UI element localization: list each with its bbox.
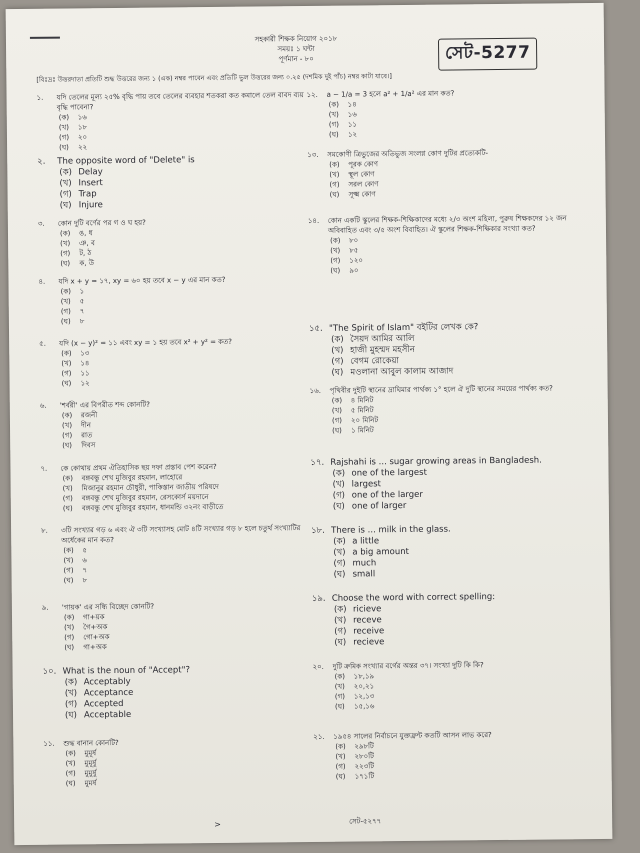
option-ga: (গ) ৭ — [63, 566, 88, 575]
option-gha: (ঘ) বঙ্গবন্ধু শেখ মুজিবুর রহমান, ধানমন্ডি ৩২নং বাড়ীতে — [62, 502, 224, 513]
option-ka: (ক) পূরক কোণ — [329, 160, 379, 169]
question-paper — [6, 3, 613, 845]
option-kha: (খ) ঞ, ব — [60, 239, 95, 248]
option-kha: (খ) Acceptance — [64, 687, 134, 699]
option-gha: (ঘ) মওলানা আবুল কালাম আজাদ — [331, 366, 454, 378]
option-ga: (গ) much — [333, 558, 377, 569]
option-kha: (খ) ৬ — [63, 556, 88, 565]
instruction-note: [বিঃদ্রঃ উত্তরদাতা প্রতিটি শুদ্ধ উত্তরের জন্য ১ (এক) নম্বর পাবেন এবং প্রতিটি ভুল উত্তরের জন্য ০.২৫ (দশমিক দুই পাঁচ) নম্বর কাটা যাবে।] — [36, 72, 392, 84]
option-ga: (গ) গো+অক — [64, 633, 110, 642]
option-kha: (খ) ৫ — [60, 297, 85, 306]
exam-header — [206, 33, 386, 65]
option-kha: (খ) largest — [332, 479, 381, 490]
question-2 — [37, 154, 313, 212]
option-kha: (খ) ২০,২১ — [334, 682, 375, 691]
option-gha: (ঘ) ১ মিনিট — [332, 426, 374, 435]
option-ga: (গ) সরল কোণ — [329, 180, 379, 189]
question-21 — [313, 729, 599, 782]
question-number: ৬. — [39, 401, 47, 410]
option-ka: (ক) ২৯৮টি — [335, 742, 374, 751]
option-gha: (ঘ) মুমর্ষ — [65, 779, 97, 788]
option-gha: (ঘ) Acceptable — [64, 709, 132, 721]
option-kha: (খ) ১৬ — [328, 110, 357, 119]
option-ga: (গ) ২০ মিনিট — [331, 416, 379, 425]
option-ka: (ক) ৫ — [63, 546, 87, 555]
option-ga: (গ) Trap — [59, 189, 97, 200]
option-ka: (ক) গা+য়ক — [63, 613, 105, 622]
option-gha: (ঘ) recieve — [334, 637, 385, 648]
option-gha: (ঘ) one of larger — [332, 500, 407, 512]
question-text: যদি (x − y)² = ১১ এবং xy = ১ হয় তবে x² + y² = কত? — [59, 337, 233, 348]
option-gha: (ঘ) ১২ — [328, 130, 358, 139]
question-10 — [43, 664, 319, 722]
question-text: কে কোথায় প্রথম ঐতিহাসিক ছয় দফা প্রস্তাব পেশ করেন? — [60, 462, 217, 473]
option-ka: (ক) ১ — [60, 287, 85, 296]
option-ga: (গ) রাত — [62, 431, 93, 440]
option-kha: (খ) হাজী মুহম্মদ মহসীন — [331, 344, 415, 356]
question-7 — [40, 461, 326, 514]
question-14 — [308, 213, 594, 276]
option-ka: (ক) a little — [333, 536, 380, 547]
pen-mark — [30, 37, 60, 39]
option-ka: (ক) ১৬ — [58, 113, 87, 122]
question-number: ৭. — [40, 464, 48, 473]
exam-time: সময়ঃ ১ ঘন্টা — [277, 44, 315, 54]
option-gha: (ঘ) ৯০ — [330, 266, 359, 275]
option-ga: (গ) বেগম রোকেয়া — [331, 356, 400, 367]
option-gha: (ঘ) ১৫,১৬ — [334, 702, 375, 711]
question-number: ৩. — [37, 219, 45, 228]
option-ga: (গ) ১১ — [61, 369, 90, 378]
exam-title: সহকারী শিক্ষক নিয়োগ ২০১৮ — [254, 34, 338, 44]
option-gha: (ঘ) ১২ — [61, 379, 90, 388]
question-19 — [312, 591, 598, 649]
question-number: ২১. — [313, 732, 325, 741]
question-17 — [310, 455, 596, 513]
option-ka: (ক) ১৮,১৯ — [334, 672, 375, 681]
option-ka: (ক) বঙ্গবন্ধু শেখ মুজিবুর রহমান, লাহোরে — [62, 473, 183, 483]
option-gha: (ঘ) দিবস — [62, 441, 96, 450]
option-kha: (খ) ১৪ — [61, 359, 90, 368]
option-kha: (খ) receve — [334, 615, 382, 626]
question-text: যদি তেলের মূল্য ২৫% বৃদ্ধি পায় তবে তেলের ব্যবহার শতকরা কত কমালে তেল বাবদ ব্যয় বৃদ্ধি পাবেনা? — [56, 91, 304, 112]
question-number: ১২. — [306, 90, 318, 100]
option-ka: (ক) ৮০ — [330, 236, 359, 245]
option-ka: (ক) ১৪ — [328, 100, 357, 109]
question-text: কোন দুটি বর্ণের পর গ ও ঘ হয়? — [57, 218, 146, 228]
option-kha: (খ) ১৮ — [58, 123, 88, 132]
footer-set-code: সেট-৫২৭৭ — [349, 817, 382, 826]
question-number: ২০. — [312, 662, 324, 671]
question-text: What is the noun of "Accept"? — [62, 665, 191, 677]
question-3 — [38, 216, 314, 269]
option-gha: (ঘ) Injure — [59, 200, 103, 211]
question-6 — [40, 398, 316, 451]
option-ga: (গ) মুমুর্ষু — [65, 769, 97, 778]
option-gha: (ঘ) ৮ — [60, 317, 85, 326]
question-number: ১৮. — [311, 525, 325, 536]
question-number: ১৩. — [307, 150, 319, 160]
option-kha: (খ) মুমূর্ষু — [65, 759, 97, 768]
option-ka: (ক) সৈয়দ আমির আলি — [331, 333, 415, 345]
question-number: ১৫. — [308, 323, 323, 334]
question-text: শুদ্ধ বানান কোনটি? — [63, 739, 119, 748]
set-number-box: সেট-5277 — [438, 38, 538, 71]
option-gha: (ঘ) ১৭১টি — [335, 772, 375, 781]
option-kha: (খ) ৮৫ — [330, 246, 359, 255]
question-text: 'গায়ক' এর সন্ধি বিচ্ছেদ কোনটি? — [61, 602, 155, 612]
option-ga: (গ) ২২৩টি — [335, 762, 375, 771]
option-ga: (গ) ট, ঠ — [60, 249, 92, 258]
option-kha: (খ) গৈ+অক — [64, 623, 108, 632]
exam-full-marks: পূর্ণমান - ৮০ — [278, 54, 314, 64]
question-11 — [43, 736, 319, 789]
option-kha: (খ) a big amount — [333, 546, 409, 558]
question-number: ১৪. — [307, 216, 320, 226]
question-text: ৩টি সংখ্যার গড় ৬ এবং ঐ ৩টি সংখ্যাসহ মোট ৪টি সংখ্যার গড় ৮ হলে চতুর্থ সংখ্যাটির অর্ধেকের মান কত? — [61, 524, 301, 545]
option-gha: (ঘ) ৮ — [63, 576, 88, 585]
question-8 — [41, 523, 327, 586]
option-ga: (গ) ১১ — [328, 120, 358, 129]
option-kha: (খ) দীন — [61, 421, 91, 430]
option-ga: (গ) receive — [334, 626, 385, 637]
option-ka: (ক) Delay — [59, 167, 103, 178]
option-ka: (ক) Acceptably — [64, 676, 131, 688]
question-text: ১৯৫৪ সালের নির্বাচনে যুক্তফ্রন্ট কতটি আসন লাভ করে? — [333, 731, 492, 741]
question-number: ১. — [36, 93, 44, 102]
question-number: ১৬. — [309, 386, 322, 395]
question-13 — [307, 147, 588, 200]
option-ga: (গ) Accepted — [64, 698, 124, 710]
question-text: যদি x + y = ১৭, xy = ৬০ হয় তবে x − y এর মান কত? — [58, 275, 226, 286]
question-text: There is ... milk in the glass. — [331, 524, 451, 536]
question-text: Choose the word with correct spelling: — [331, 592, 496, 604]
option-gha: (ঘ) ২২ — [59, 143, 88, 152]
question-number: ৪. — [38, 277, 46, 286]
option-ka: (ক) ১৩ — [61, 349, 90, 358]
footer-mark: > — [214, 819, 221, 830]
question-number: ১১. — [43, 739, 55, 748]
question-12 — [307, 87, 588, 140]
question-number: ১৯. — [311, 593, 326, 604]
option-ka: (ক) one of the largest — [332, 467, 427, 479]
question-1 — [37, 90, 313, 153]
question-text: Rajshahi is ... sugar growing areas in Bangladesh. — [330, 455, 542, 468]
option-gha: (ঘ) গা+অক — [64, 643, 107, 652]
option-ka: (ক) ricieve — [333, 604, 382, 615]
option-kha: (খ) Insert — [59, 178, 103, 189]
option-ga: (গ) one of the larger — [332, 489, 423, 501]
question-number: ২. — [37, 156, 46, 167]
question-text: সমকোণী ত্রিভুজের অতিভুজ সংলগ্ন কোণ দুটির প্রত্যেকটি- — [327, 149, 489, 159]
option-gha: (ঘ) ক, উ — [60, 259, 95, 268]
option-ka: (ক) ৪ মিনিট — [331, 396, 374, 405]
option-ka: (ক) ঙ, ধ — [59, 229, 93, 238]
option-kha: (খ) ৫ মিনিট — [331, 406, 374, 415]
question-5 — [39, 336, 315, 389]
question-20 — [312, 659, 598, 712]
option-kha: (খ) ২৮০টি — [335, 752, 374, 761]
question-number: ১০. — [42, 666, 57, 677]
option-ka: (ক) রজনী — [61, 411, 98, 420]
option-ga: (গ) ৭ — [60, 307, 85, 316]
option-kha: (খ) মিজানুর রহমান চৌধুরী, পাকিস্তান জাতীয় পরিষদে — [62, 482, 219, 493]
question-number: ৫. — [39, 339, 46, 348]
question-text: পৃথিবীর দুইটি স্থানের দ্রাঘিমার পার্থক্য ১° হলে ঐ দুটি স্থানের সময়ের পার্থক্য কত? — [329, 384, 553, 395]
question-number: ৮. — [41, 526, 48, 535]
question-18 — [311, 523, 597, 581]
question-number: ৯. — [41, 603, 49, 612]
question-15 — [309, 321, 595, 379]
option-gha: (ঘ) সূক্ষ্ম কোণ — [329, 190, 376, 199]
option-kha: (খ) স্থূল কোণ — [329, 170, 375, 179]
question-text: "The Spirit of Islam" বইটির লেখক কে? — [328, 322, 479, 334]
question-text: The opposite word of "Delete" is — [57, 155, 195, 167]
question-16 — [310, 383, 596, 436]
question-text: 'শর্বরী' এর বিপরীত শব্দ কোনটি? — [59, 400, 150, 410]
question-4 — [38, 274, 314, 327]
question-number: ১৭. — [310, 457, 325, 468]
question-9 — [42, 600, 318, 653]
option-ga: (গ) ১২,১৩ — [334, 692, 375, 701]
question-text: কোন একটি স্কুলের শিক্ষক-শিক্ষিকাদের মধ্যে ২/৩ অংশ মহিলা, পুরুষ শিক্ষকদের ১২ জন অবিবাহিত এবং ৩/৫ অংশ বিবাহিত। ঐ স্কুলের শিক্ষক-শিক্ষিকার সংখ্যা কত? — [327, 214, 567, 235]
question-text: দুটি ক্রমিক সংখ্যার বর্গের অন্তর ৩৭। সংখ্যা দুটি কি কি? — [332, 661, 484, 671]
option-gha: (ঘ) small — [333, 569, 376, 580]
question-text: a − 1/a = 3 হলে a² + 1/a² এর মান কত? — [326, 89, 455, 99]
option-ga: (গ) বঙ্গবন্ধু শেখ মুজিবুর রহমান, রেসকোর্স ময়দানে — [62, 493, 209, 503]
option-ga: (গ) ২০ — [58, 133, 88, 142]
option-ka: (ক) মুমূর্ষ — [65, 749, 97, 758]
option-ga: (গ) ১২০ — [330, 256, 363, 265]
